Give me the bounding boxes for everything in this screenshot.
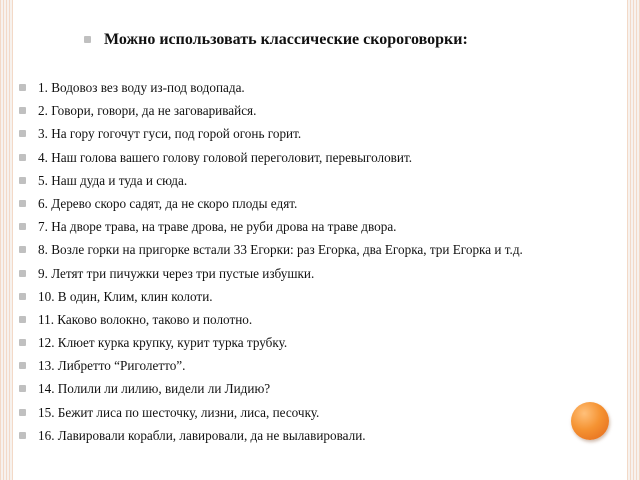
bullet-icon [19, 154, 26, 161]
list-item [38, 426, 523, 449]
list-item [38, 403, 523, 426]
slide-heading [104, 30, 468, 50]
bullet-icon [19, 84, 26, 91]
list-item-text: 1. Водовоз вез воду из-под водопада. [38, 80, 245, 95]
bullet-icon [19, 246, 26, 253]
list-item [38, 101, 523, 124]
list-item-text: 11. Каково волокно, таково и полотно. [38, 311, 253, 327]
bullet-icon [19, 339, 26, 346]
bullet-icon [19, 177, 26, 184]
tongue-twister-list [38, 78, 523, 449]
list-item-text: 3. На гору гогочут гуси, под горой огонь горит. [38, 126, 302, 142]
list-item-text: 14. Полили ли лилию, видели ли Лидию? [38, 381, 271, 397]
bullet-icon [84, 36, 91, 43]
bullet-icon [19, 130, 26, 137]
list-item-text: 6. Дерево скоро садят, да не скоро плоды едят. [38, 195, 298, 211]
bullet-icon [19, 223, 26, 230]
list-item-text: 15. Бежит лиса по шесточку, лизни, лиса, песочку. [38, 404, 320, 420]
list-item-text: 4. Наш голова вашего голову головой переголовит, перевыголовит. [38, 149, 413, 165]
bullet-icon [19, 200, 26, 207]
list-item-text: 8. Возле горки на пригорке встали 33 Егорки: раз Егорка, два Егорка, три Егорка и т.д. [38, 242, 523, 258]
slide-heading-text: Можно использовать классические скороговорки: [104, 31, 468, 48]
list-item [38, 78, 523, 101]
list-item-text: 2. Говори, говори, да не заговаривайся. [38, 103, 257, 119]
list-item [38, 124, 523, 147]
list-item [38, 194, 523, 217]
list-item [38, 310, 523, 333]
list-item [38, 171, 523, 194]
list-item [38, 356, 523, 379]
list-item [38, 217, 523, 240]
list-item [38, 379, 523, 402]
list-item [38, 148, 523, 171]
list-item-text: 7. На дворе трава, на траве дрова, не руби дрова на траве двора. [38, 219, 397, 235]
list-item-text: 12. Клюет курка крупку, курит турка трубку. [38, 335, 288, 351]
left-border-stripe [0, 0, 13, 480]
list-item [38, 333, 523, 356]
list-item-text: 10. В один, Клим, клин колоти. [38, 288, 213, 304]
decorative-orange-ball-icon [571, 402, 609, 440]
bullet-icon [19, 270, 26, 277]
list-item-text: 5. Наш дуда и туда и сюда. [38, 172, 188, 188]
bullet-icon [19, 316, 26, 323]
bullet-icon [19, 385, 26, 392]
list-item [38, 264, 523, 287]
list-item-text: 9. Летят три пичужки через три пустые избушки. [38, 265, 315, 281]
list-item-text: 13. Либретто “Риголетто”. [38, 358, 186, 374]
right-border-stripe [627, 0, 640, 480]
bullet-icon [19, 293, 26, 300]
bullet-icon [19, 362, 26, 369]
bullet-icon [19, 409, 26, 416]
bullet-icon [19, 432, 26, 439]
bullet-icon [19, 107, 26, 114]
list-item [38, 287, 523, 310]
list-item-text: 16. Лавировали корабли, лавировали, да не вылавировали. [38, 427, 366, 443]
list-item [38, 240, 523, 263]
